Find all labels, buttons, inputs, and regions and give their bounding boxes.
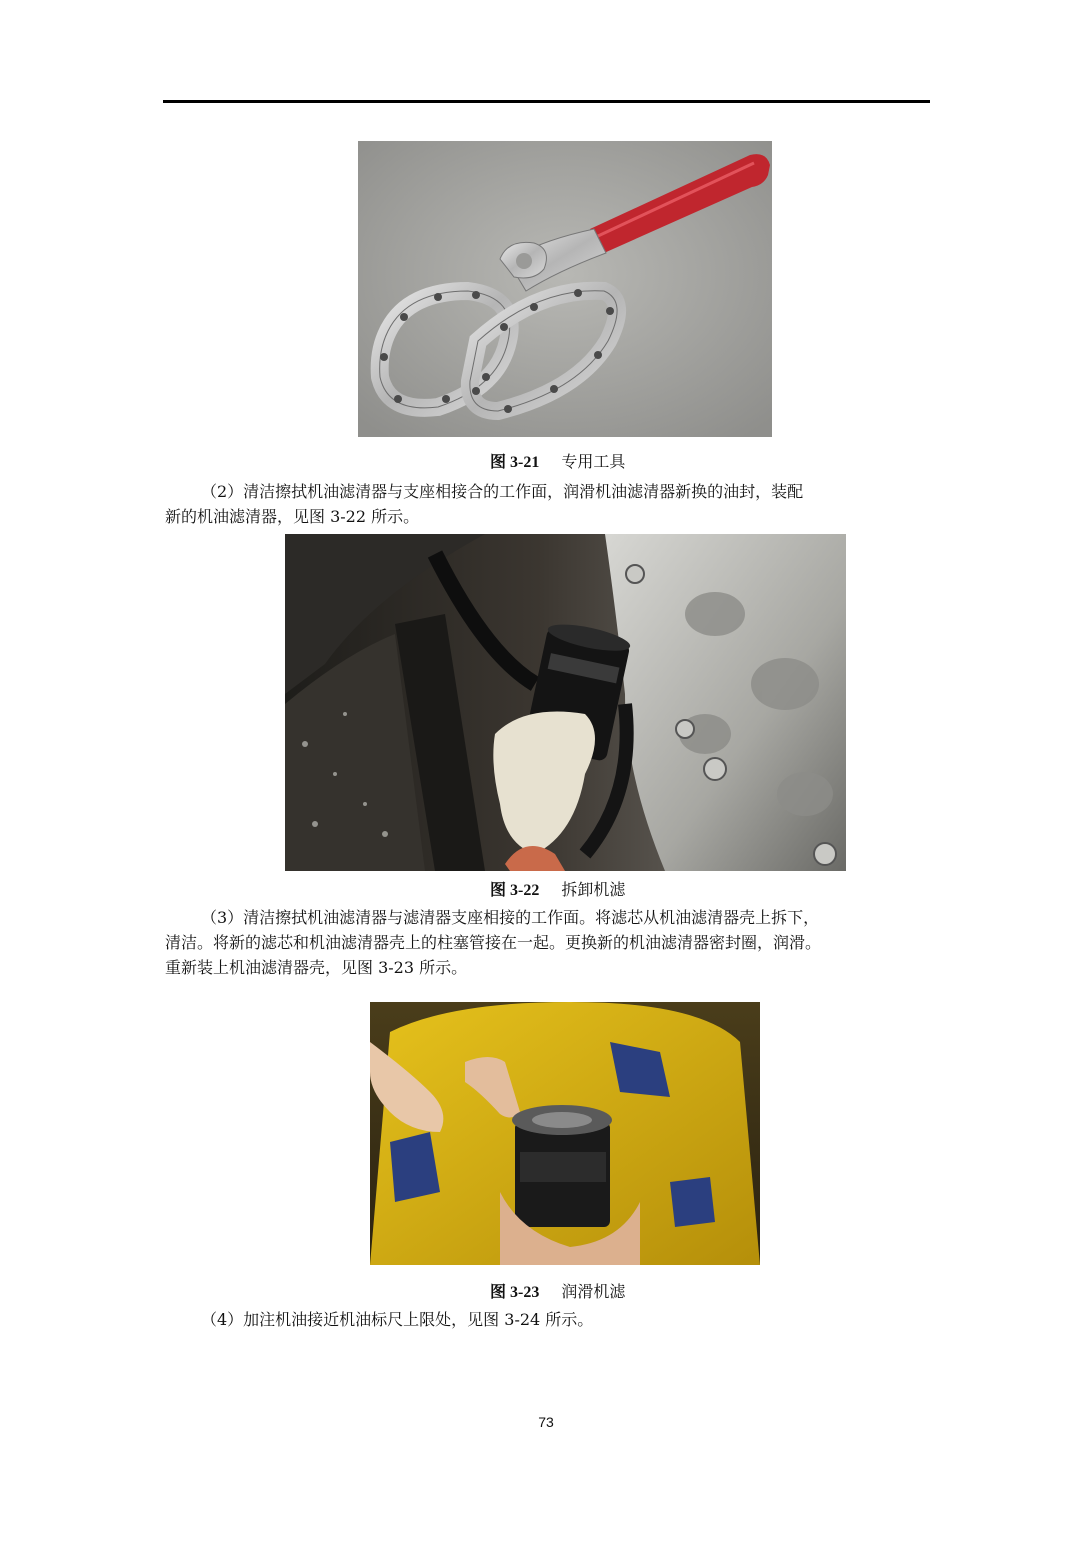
- figure-3-22-caption: [490, 880, 625, 901]
- figure-3-23-number: 图 3-23: [490, 1284, 540, 1301]
- paragraph-step-3-line-1: （3）清洁擦拭机油滤清器与滤清器支座相接的工作面。将滤芯从机油滤清器壳上拆下，: [201, 908, 820, 927]
- paragraph-step-4: [165, 1307, 937, 1332]
- header-rule: [163, 100, 930, 103]
- figure-3-23-image: [370, 1002, 760, 1265]
- figure-3-23-title: 润滑机滤: [561, 1282, 626, 1301]
- figure-3-22-image: [285, 534, 846, 871]
- figure-3-23-caption: [490, 1282, 625, 1303]
- paragraph-step-4-line-1: （4）加注机油接近机油标尺上限处，见图 3-24 所示。: [201, 1310, 594, 1329]
- figure-3-22-title: 拆卸机滤: [561, 880, 626, 899]
- figure-3-22-number: 图 3-22: [490, 882, 540, 899]
- figure-3-21-caption: [490, 452, 625, 473]
- paragraph-step-3-line-2: 清洁。将新的滤芯和机油滤清器壳上的柱塞管接在一起。更换新的机油滤清器密封圈，润滑。: [165, 933, 822, 952]
- paragraph-step-2-line-1: （2）清洁擦拭机油滤清器与支座相接合的工作面，润滑机油滤清器新换的油封，装配: [201, 482, 804, 501]
- paragraph-step-3: [165, 905, 937, 980]
- figure-3-21-image: [358, 141, 772, 437]
- paragraph-step-2: [165, 479, 937, 529]
- paragraph-step-3-line-3: 重新装上机油滤清器壳，见图 3-23 所示。: [165, 958, 468, 977]
- figure-3-21-number: 图 3-21: [490, 454, 540, 471]
- page-number: 73: [538, 1414, 554, 1430]
- figure-3-21-title: 专用工具: [561, 452, 626, 471]
- paragraph-step-2-line-2: 新的机油滤清器，见图 3-22 所示。: [165, 507, 420, 526]
